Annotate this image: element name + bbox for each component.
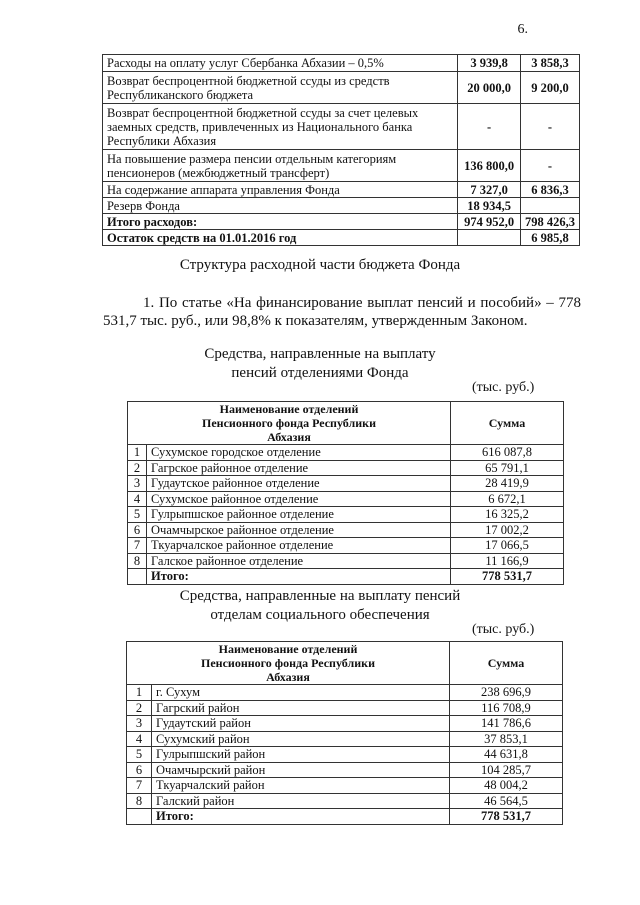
- branch-name: Галское районное отделение: [147, 553, 451, 569]
- row-label: Остаток средств на 01.01.2016 год: [103, 230, 458, 246]
- row-number: 2: [128, 460, 147, 476]
- table-row: [128, 476, 564, 492]
- district-name: г. Сухум: [152, 685, 450, 701]
- header-sum: Сумма: [450, 642, 563, 685]
- actual-value: [520, 198, 579, 214]
- actual-value: -: [520, 104, 579, 150]
- branch-sum: 17 066,5: [451, 538, 564, 554]
- branch-sum: 65 791,1: [451, 460, 564, 476]
- actual-value: -: [520, 150, 579, 182]
- planned-value: 18 934,5: [458, 198, 521, 214]
- branches-title-line2: пенсий отделениями Фонда: [231, 365, 409, 381]
- total-sum: 778 531,7: [451, 569, 564, 585]
- planned-value: 136 800,0: [458, 150, 521, 182]
- branches-table: [127, 401, 564, 585]
- district-name: Гулрыпшский район: [152, 747, 450, 763]
- actual-value: 6 985,8: [520, 230, 579, 246]
- table-row: [127, 793, 563, 809]
- social-title-line2: отделам социального обеспечения: [210, 607, 430, 623]
- district-sum: 116 708,9: [450, 700, 563, 716]
- table-row: [127, 762, 563, 778]
- district-name: Сухумский район: [152, 731, 450, 747]
- table-row: [128, 507, 564, 523]
- row-label: На содержание аппарата управления Фонда: [103, 182, 458, 198]
- expenses-table: [102, 54, 580, 246]
- district-sum: 104 285,7: [450, 762, 563, 778]
- row-label: Резерв Фонда: [103, 198, 458, 214]
- district-name: Гагрский район: [152, 700, 450, 716]
- district-name: Очамчырский район: [152, 762, 450, 778]
- table-row: [128, 491, 564, 507]
- branch-sum: 28 419,9: [451, 476, 564, 492]
- planned-value: [458, 230, 521, 246]
- branch-name: Ткуарчалское районное отделение: [147, 538, 451, 554]
- table-row: [128, 553, 564, 569]
- table-row: [128, 538, 564, 554]
- row-number: 7: [127, 778, 152, 794]
- section-title: Структура расходной части бюджета Фонда: [179, 257, 461, 273]
- paragraph-text: 1. По статье «На финансирование выплат пенсий и пособий» – 778 531,7 тыс. руб., или 98,8% к показателям, утвержденным Законом.: [103, 295, 581, 329]
- table-row: [127, 716, 563, 732]
- actual-value: 3 858,3: [520, 55, 579, 72]
- total-row: [103, 214, 580, 230]
- district-name: Гудаутский район: [152, 716, 450, 732]
- row-number: 4: [128, 491, 147, 507]
- district-sum: 141 786,6: [450, 716, 563, 732]
- table-row: [127, 685, 563, 701]
- row-number: 2: [127, 700, 152, 716]
- planned-value: 3 939,8: [458, 55, 521, 72]
- total-row: [128, 569, 564, 585]
- row-number-empty: [127, 809, 152, 825]
- branch-name: Гулрыпшское районное отделение: [147, 507, 451, 523]
- actual-value: 798 426,3: [520, 214, 579, 230]
- social-unit: (тыс. руб.): [472, 622, 535, 637]
- table-row: [127, 700, 563, 716]
- row-number: 8: [127, 793, 152, 809]
- row-number: 1: [127, 685, 152, 701]
- planned-value: -: [458, 104, 521, 150]
- social-title-line1: Средства, направленные на выплату пенсий: [179, 588, 461, 604]
- total-sum: 778 531,7: [450, 809, 563, 825]
- district-sum: 37 853,1: [450, 731, 563, 747]
- district-name: Галский район: [152, 793, 450, 809]
- header-sum: Сумма: [451, 402, 564, 445]
- branch-name: Очамчырское районное отделение: [147, 522, 451, 538]
- table-row: [103, 150, 580, 182]
- table-row: [127, 731, 563, 747]
- social-table: [126, 641, 563, 825]
- row-number: 1: [128, 445, 147, 461]
- branch-name: Гудаутское районное отделение: [147, 476, 451, 492]
- branch-name: Гагрское районное отделение: [147, 460, 451, 476]
- branches-title-line1: Средства, направленные на выплату: [204, 346, 436, 362]
- district-sum: 46 564,5: [450, 793, 563, 809]
- branch-sum: 16 325,2: [451, 507, 564, 523]
- paragraph: [103, 294, 581, 330]
- header-name: Наименование отделений Пенсионного фонда Республики Абхазия: [128, 402, 451, 445]
- table-row: [103, 198, 580, 214]
- branch-sum: 17 002,2: [451, 522, 564, 538]
- branch-sum: 616 087,8: [451, 445, 564, 461]
- branch-name: Сухумское районное отделение: [147, 491, 451, 507]
- table-row: [127, 747, 563, 763]
- district-sum: 238 696,9: [450, 685, 563, 701]
- row-label: Возврат беспроцентной бюджетной ссуды из средств Республиканского бюджета: [103, 72, 458, 104]
- row-number: 4: [127, 731, 152, 747]
- row-number: 6: [127, 762, 152, 778]
- row-number: 8: [128, 553, 147, 569]
- actual-value: 9 200,0: [520, 72, 579, 104]
- row-number: 7: [128, 538, 147, 554]
- table-row: [103, 55, 580, 72]
- row-label: Возврат беспроцентной бюджетной ссуды за счет целевых заемных средств, привлеченных из Национального банка Республики Абхазия: [103, 104, 458, 150]
- table-header: [127, 642, 563, 685]
- table-row: [128, 445, 564, 461]
- table-row: [127, 778, 563, 794]
- total-label: Итого:: [152, 809, 450, 825]
- table-row: [103, 104, 580, 150]
- row-number: 5: [127, 747, 152, 763]
- planned-value: 7 327,0: [458, 182, 521, 198]
- page-number: 6.: [517, 22, 528, 37]
- table-row: [103, 72, 580, 104]
- district-sum: 48 004,2: [450, 778, 563, 794]
- district-sum: 44 631,8: [450, 747, 563, 763]
- table-row: [103, 182, 580, 198]
- row-label: Итого расходов:: [103, 214, 458, 230]
- district-name: Ткуарчалский район: [152, 778, 450, 794]
- header-name: Наименование отделений Пенсионного фонда Республики Абхазия: [127, 642, 450, 685]
- row-number-empty: [128, 569, 147, 585]
- row-number: 3: [127, 716, 152, 732]
- row-number: 3: [128, 476, 147, 492]
- row-label: На повышение размера пенсии отдельным категориям пенсионеров (межбюджетный трансферт): [103, 150, 458, 182]
- table-row: [128, 460, 564, 476]
- branch-name: Сухумское городское отделение: [147, 445, 451, 461]
- total-row: [127, 809, 563, 825]
- balance-row: [103, 230, 580, 246]
- branch-sum: 11 166,9: [451, 553, 564, 569]
- table-header: [128, 402, 564, 445]
- row-number: 5: [128, 507, 147, 523]
- planned-value: 20 000,0: [458, 72, 521, 104]
- planned-value: 974 952,0: [458, 214, 521, 230]
- branch-sum: 6 672,1: [451, 491, 564, 507]
- table-row: [128, 522, 564, 538]
- actual-value: 6 836,3: [520, 182, 579, 198]
- row-label: Расходы на оплату услуг Сбербанка Абхазии – 0,5%: [103, 55, 458, 72]
- row-number: 6: [128, 522, 147, 538]
- total-label: Итого:: [147, 569, 451, 585]
- branches-unit: (тыс. руб.): [472, 380, 535, 395]
